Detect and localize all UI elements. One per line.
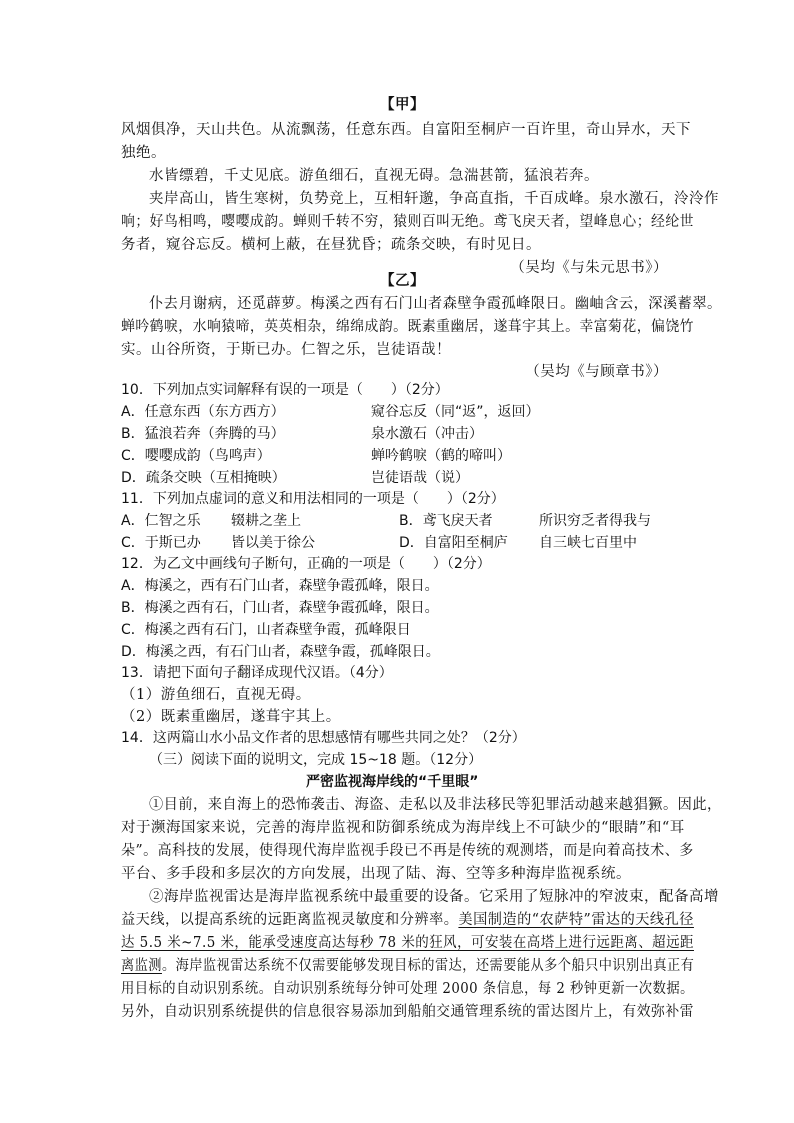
q11-option-a: A．仁智之乐: [121, 513, 201, 529]
q11-stem: 11．下列加点虚词的意义和用法相同的一项是（ ）（2分）: [121, 491, 505, 507]
q11-option-d-compare: 自三峡七百里中: [539, 535, 637, 551]
q11-option-c: C．于斯已办: [121, 535, 201, 551]
q11-option-c-compare: 皆以美于徐公: [231, 535, 315, 551]
article-p2-underlined-line: 达 5.5 米~7.5 米，能承受速度高达每秒 78 米的狂风，可安装在高塔上进行远距离、超远距: [121, 935, 694, 951]
article-p1-line: 平台、多手段和多层次的方向发展，出现了陆、海、空等多种海岸监视系统。: [121, 866, 631, 882]
article-p2-line: [121, 910, 694, 930]
article-p2-underlined: 美国制造的“农萨特”雷达的天线孔径: [458, 912, 694, 928]
q10-option-right: 窥谷忘反（同“返”，返回）: [371, 404, 540, 420]
q12-option-b: B．梅溪之西有石，门山者，森壁争霞孤峰，限日。: [121, 600, 439, 616]
q10-option-right: 岂徒语哉（说）: [371, 470, 469, 486]
part3-intro: （三）阅读下面的说明文，完成 15~18 题。（12分）: [149, 752, 483, 768]
article-p2-underlined: 离监测: [121, 958, 162, 974]
q10-option-right: 泉水激石（冲击）: [371, 426, 483, 442]
q14-stem: 14．这两篇山水小品文作者的思想感情有哪些共同之处？（2分）: [121, 730, 526, 746]
article-p1-line: 对于濒海国家来说，完善的海岸监视和防御系统成为海岸线上不可缺少的“眼睛”和“耳: [121, 820, 685, 836]
article-title: 严密监视海岸线的“千里眼”: [306, 774, 479, 790]
article-p2-line: 另外，自动识别系统提供的信息很容易添加到船舶交通管理系统的雷达图片上，有效弥补雷: [121, 1004, 694, 1020]
passage-b-heading: 【乙】: [380, 272, 425, 289]
q12-option-a: A．梅溪之，西有石门山者，森壁争霞孤峰，限日。: [121, 578, 439, 594]
article-p1-line: ①目前，来自海上的恐怖袭击、海盗、走私以及非法移民等犯罪活动越来越猖獗。因此，: [149, 797, 722, 813]
article-p2-text: 益天线，以提高系统的远距离监视灵敏度和分辨率。: [121, 912, 459, 928]
q11-option-b-compare: 所识穷乏者得我与: [539, 513, 651, 529]
q13-item: （1）游鱼细石，直视无碍。: [121, 687, 311, 703]
q10-option-left: A．任意东西（东方西方）: [121, 404, 285, 420]
passage-b-source: （吴均《与顾章书》）: [525, 364, 668, 380]
q10-option-left: D．疏条交映（互相掩映）: [121, 470, 286, 486]
passage-a-line: 水皆缥碧，千丈见底。游鱼细石，直视无碍。急湍甚箭，猛浪若奔。: [149, 168, 599, 184]
passage-a-line: 风烟俱净，天山共色。从流飘荡，任意东西。自富阳至桐庐一百许里，奇山异水，天下: [121, 122, 691, 138]
article-p2-line: [121, 956, 694, 976]
q10-option-right: 蝉吟鹤唳（鹤的啼叫）: [371, 448, 511, 464]
q12-stem: 12．为乙文中画线句子断句，正确的一项是（ ）（2分）: [121, 556, 491, 572]
article-p1-line: 朵”。高科技的发展，使得现代海岸监视手段已不再是传统的观测塔，而是向着高技术、多: [121, 843, 694, 859]
q10-option-left: B．猛浪若奔（奔腾的马）: [121, 426, 285, 442]
q12-option-d: D．梅溪之西，有石门山者，森壁争霞，孤峰限日。: [121, 644, 440, 660]
q11-option-d: D．自富阳至桐庐: [399, 535, 508, 551]
q10-option-left: C．嘤嘤成韵（鸟鸣声）: [121, 448, 271, 464]
q11-option-a-compare: 辍耕之垄上: [231, 513, 301, 529]
q10-stem: 10．下列加点实词解释有误的一项是（ ）（2分）: [121, 382, 449, 398]
q12-option-c: C．梅溪之西有石门，山者森壁争霞，孤峰限日: [121, 622, 411, 638]
passage-b-line: 蝉吟鹤唳，水响猿啼，英英相杂，绵绵成韵。既素重幽居，遂葺宇其上。幸富菊花，偏饶竹: [121, 319, 694, 335]
passage-a-line: 夹岸高山，皆生寒树，负势竞上，互相轩邈，争高直指，千百成峰。泉水激石，泠泠作: [149, 191, 719, 207]
passage-b-line: 实。山谷所资，于斯已办。仁智之乐，岂徒语哉！: [121, 342, 451, 358]
passage-a-heading: 【甲】: [380, 96, 425, 113]
passage-a-source: （吴均《与朱元思书》）: [510, 260, 668, 276]
passage-a-line: 响；好鸟相鸣，嘤嘤成韵。蝉则千转不穷，猿则百叫无绝。鸢飞戾天者，望峰息心；经纶世: [121, 214, 694, 230]
q13-item: （2）既素重幽居，遂葺宇其上。: [121, 709, 341, 725]
q11-option-b: B．鸢飞戾天者: [399, 513, 493, 529]
q13-stem: 13．请把下面句子翻译成现代汉语。（4分）: [121, 665, 393, 681]
article-p2-text: 。海岸监视雷达系统不仅需要能够发现目标的雷达，还需要能从多个船只中识别出真正有: [161, 958, 695, 974]
article-p2-line: ②海岸监视雷达是海岸监视系统中最重要的设备。它采用了短脉冲的窄波束，配备高增: [149, 889, 719, 905]
passage-a-line: 独绝。: [121, 145, 166, 161]
article-p2-line: 用目标的自动识别系统。自动识别系统每分钟可处理 2000 条信息，每 2 秒钟更新一次数据。: [121, 981, 694, 997]
passage-a-line: 务者，窥谷忘反。横柯上蔽，在昼犹昏；疏条交映，有时见日。: [121, 237, 541, 253]
passage-b-line: 仆去月谢病，还觅薜萝。梅溪之西有石门山者森壁争霞孤峰限日。幽岫含云，深溪蓄翠。: [149, 296, 722, 312]
